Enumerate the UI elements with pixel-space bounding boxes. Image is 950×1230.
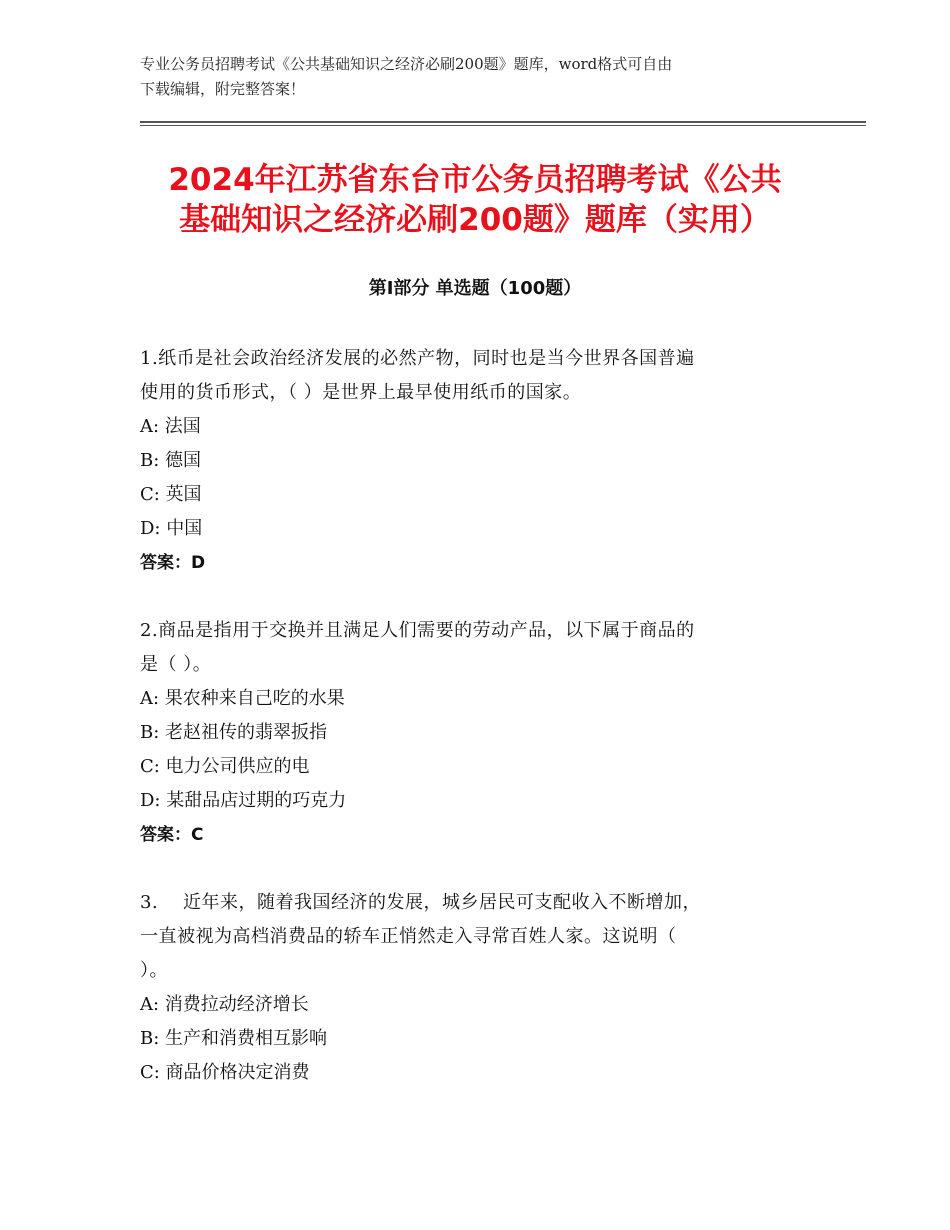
- option-d: D: 某甜品店过期的巧克力: [140, 790, 347, 811]
- option-c: C: 商品价格决定消费: [140, 1062, 310, 1083]
- document-title: [100, 160, 850, 240]
- option-d: D: 中国: [140, 518, 203, 539]
- title-line: 基础知识之经济必刷200题》题库（实用）: [179, 202, 771, 238]
- option-a: A: 法国: [140, 416, 201, 437]
- question-3: [140, 886, 820, 1090]
- option-a: A: 消费拉动经济增长: [140, 994, 309, 1015]
- header-note: [140, 52, 840, 102]
- spacer: [140, 580, 820, 614]
- spacer: [140, 852, 820, 886]
- question-stem: 2.商品是指用于交换并且满足人们需要的劳动产品，以下属于商品的: [140, 620, 695, 641]
- header-note-line: 专业公务员招聘考试《公共基础知识之经济必刷200题》题库，word格式可自由: [140, 55, 673, 73]
- answer: 答案：C: [140, 825, 204, 845]
- question-stem: 1.纸币是社会政治经济发展的必然产物，同时也是当今世界各国普遍: [140, 348, 695, 369]
- question-stem: ）。: [140, 960, 168, 981]
- option-b: B: 德国: [140, 450, 202, 471]
- title-line: 2024年江苏省东台市公务员招聘考试《公共: [168, 162, 782, 198]
- section-title: 第Ⅰ部分 单选题（100题）: [368, 278, 582, 299]
- question-stem: 一直被视为高档消费品的轿车正悄然走入寻常百姓人家。这说明（: [140, 926, 677, 947]
- header-divider: [140, 121, 866, 126]
- answer: 答案：D: [140, 553, 206, 573]
- option-b: B: 老赵祖传的翡翠扳指: [140, 722, 328, 743]
- option-a: A: 果农种来自己吃的水果: [140, 688, 345, 709]
- option-c: C: 电力公司供应的电: [140, 756, 310, 777]
- question-stem: 使用的货币形式，（ ）是世界上最早使用纸币的国家。: [140, 382, 582, 403]
- question-2: [140, 614, 820, 852]
- option-b: B: 生产和消费相互影响: [140, 1028, 328, 1049]
- question-list: [140, 342, 820, 1090]
- question-stem: 是（ ）。: [140, 654, 212, 675]
- question-1: [140, 342, 820, 580]
- option-c: C: 英国: [140, 484, 202, 505]
- question-stem: 3. 近年来，随着我国经济的发展，城乡居民可支配收入不断增加，: [140, 892, 702, 913]
- header-note-line: 下载编辑，附完整答案！: [140, 80, 306, 98]
